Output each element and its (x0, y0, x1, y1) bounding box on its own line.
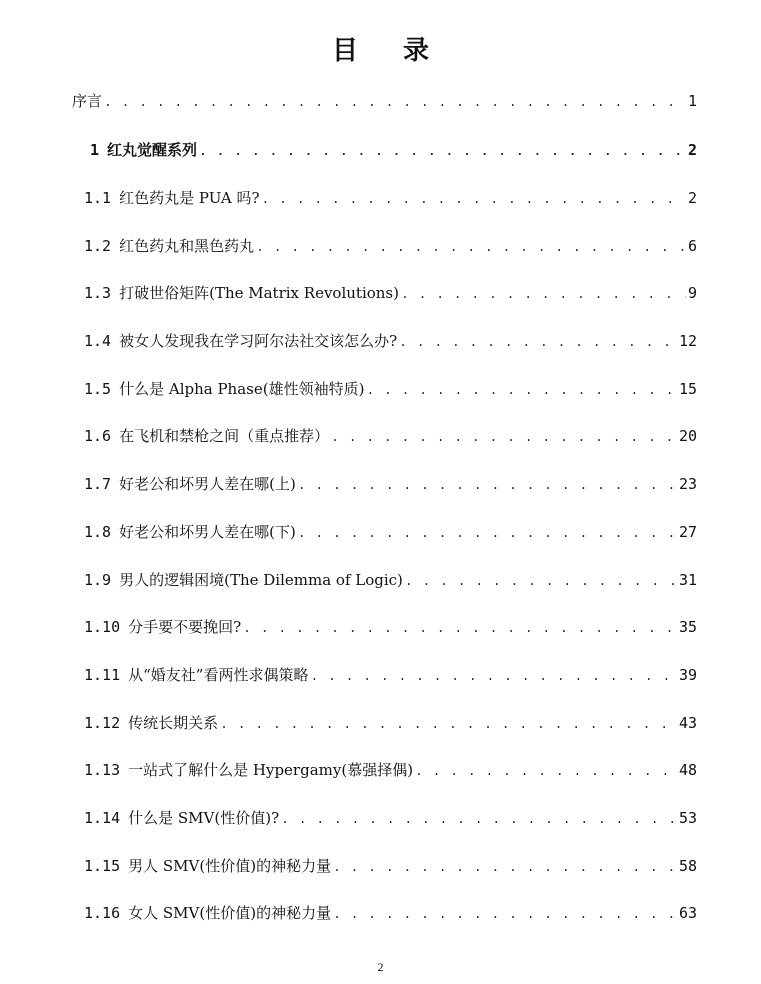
toc-entry-title: 序言 (72, 92, 103, 110)
toc-entry-number: 1.10 (84, 618, 121, 636)
toc-entry-title: 什么是 SMV(性价值)? (128, 809, 280, 827)
toc-entry[interactable] (84, 521, 697, 543)
leader-dots (199, 144, 686, 159)
toc-entry[interactable] (84, 664, 697, 686)
toc-entry-page: 6 (687, 237, 697, 255)
toc-entry-title: 什么是 Alpha Phase(雄性领袖特质) (119, 380, 365, 398)
leader-dots (310, 669, 676, 684)
toc-entry-page: 20 (678, 427, 697, 445)
leader-dots (281, 812, 677, 827)
toc-entry-number: 1.3 (84, 284, 112, 302)
toc-entry-number: 1.11 (84, 666, 121, 684)
leader-dots (220, 717, 677, 732)
toc-entry-number: 1.2 (84, 237, 112, 255)
toc-entry-page: 31 (678, 571, 697, 589)
toc-entry-title: 男人 SMV(性价值)的神秘力量 (128, 857, 332, 875)
toc-entry-title: 从“婚友社”看两性求偶策略 (128, 666, 309, 684)
leader-dots (366, 383, 676, 398)
toc-entry[interactable] (84, 235, 697, 257)
toc-entry-page: 58 (678, 857, 697, 875)
toc-entry-page: 23 (678, 475, 697, 493)
toc-entry-title: 红色药丸和黑色药丸 (119, 237, 255, 255)
toc-entry-title: 在飞机和禁枪之间（重点推荐） (119, 427, 330, 445)
toc-entry-page: 12 (678, 332, 697, 350)
toc-entry-page: 48 (678, 761, 697, 779)
leader-dots (415, 764, 677, 779)
toc-entry-title: 红丸觉醒系列 (107, 141, 198, 159)
toc-entry-page: 2 (687, 189, 697, 207)
toc-entry-number: 1.4 (84, 332, 112, 350)
toc-entry-title: 分手要不要挽回? (128, 618, 242, 636)
toc-entry[interactable] (84, 282, 697, 304)
toc-entry-page: 43 (678, 714, 697, 732)
leader-dots (405, 574, 677, 589)
toc-entry[interactable] (84, 712, 697, 734)
leader-dots (333, 907, 677, 922)
leader-dots (401, 287, 686, 302)
leader-dots (298, 478, 677, 493)
toc-entry-title: 被女人发现我在学习阿尔法社交该怎么办? (119, 332, 398, 350)
toc-entry-page: 63 (678, 904, 697, 922)
toc-entry-number: 1 (90, 141, 100, 159)
leader-dots (104, 95, 686, 110)
toc-entry-number: 1.14 (84, 809, 121, 827)
toc-entry-title: 打破世俗矩阵(The Matrix Revolutions) (119, 284, 399, 302)
leader-dots (256, 240, 686, 255)
toc-entry[interactable] (84, 425, 697, 447)
toc-entry-number: 1.15 (84, 857, 121, 875)
toc-entry-page: 1 (687, 92, 697, 110)
toc-entry-page: 35 (678, 618, 697, 636)
toc-entry[interactable] (84, 902, 697, 924)
toc-entry[interactable] (84, 187, 697, 209)
toc-entry-title: 好老公和坏男人差在哪(上) (119, 475, 296, 493)
toc-entry[interactable] (84, 759, 697, 781)
toc-entry-page: 15 (678, 380, 697, 398)
toc-entry-number: 1.7 (84, 475, 112, 493)
leader-dots (262, 192, 686, 207)
toc-title: 目 录 (331, 36, 448, 66)
toc-entry-title: 一站式了解什么是 Hypergamy(慕强择偶) (128, 761, 414, 779)
toc-entry-page: 53 (678, 809, 697, 827)
toc-entry[interactable] (84, 616, 697, 638)
toc-entry[interactable] (84, 569, 697, 591)
leader-dots (399, 335, 677, 350)
toc-entry-title: 红色药丸是 PUA 吗? (119, 189, 260, 207)
toc-entry-number: 1.13 (84, 761, 121, 779)
toc-entry-number: 1.8 (84, 523, 112, 541)
toc-entry-page: 9 (687, 284, 697, 302)
toc-entry-title: 传统长期关系 (128, 714, 219, 732)
leader-dots (243, 621, 677, 636)
leader-dots (298, 526, 677, 541)
toc-entry-number: 1.16 (84, 904, 121, 922)
toc-entry[interactable] (84, 473, 697, 495)
toc-entry-preface[interactable] (72, 90, 697, 112)
toc-entry[interactable] (84, 330, 697, 352)
toc-entry[interactable] (84, 855, 697, 877)
toc-entry-number: 1.6 (84, 427, 112, 445)
toc-entry-title: 男人的逻辑困境(The Dilemma of Logic) (119, 571, 403, 589)
toc-entry[interactable] (84, 378, 697, 400)
toc-entry-page: 27 (678, 523, 697, 541)
toc-entry-page: 2 (687, 141, 697, 159)
page-number: 2 (377, 960, 384, 974)
toc-entry-number: 1.1 (84, 189, 112, 207)
toc-entry-number: 1.9 (84, 571, 112, 589)
toc-entry-page: 39 (678, 666, 697, 684)
leader-dots (333, 860, 677, 875)
toc-entry-number: 1.5 (84, 380, 112, 398)
toc-entry-title: 女人 SMV(性价值)的神秘力量 (128, 904, 332, 922)
toc-entry-title: 好老公和坏男人差在哪(下) (119, 523, 296, 541)
toc-entry-chapter-1[interactable] (90, 139, 697, 161)
toc-entry[interactable] (84, 807, 697, 829)
toc-entry-number: 1.12 (84, 714, 121, 732)
leader-dots (331, 430, 677, 445)
